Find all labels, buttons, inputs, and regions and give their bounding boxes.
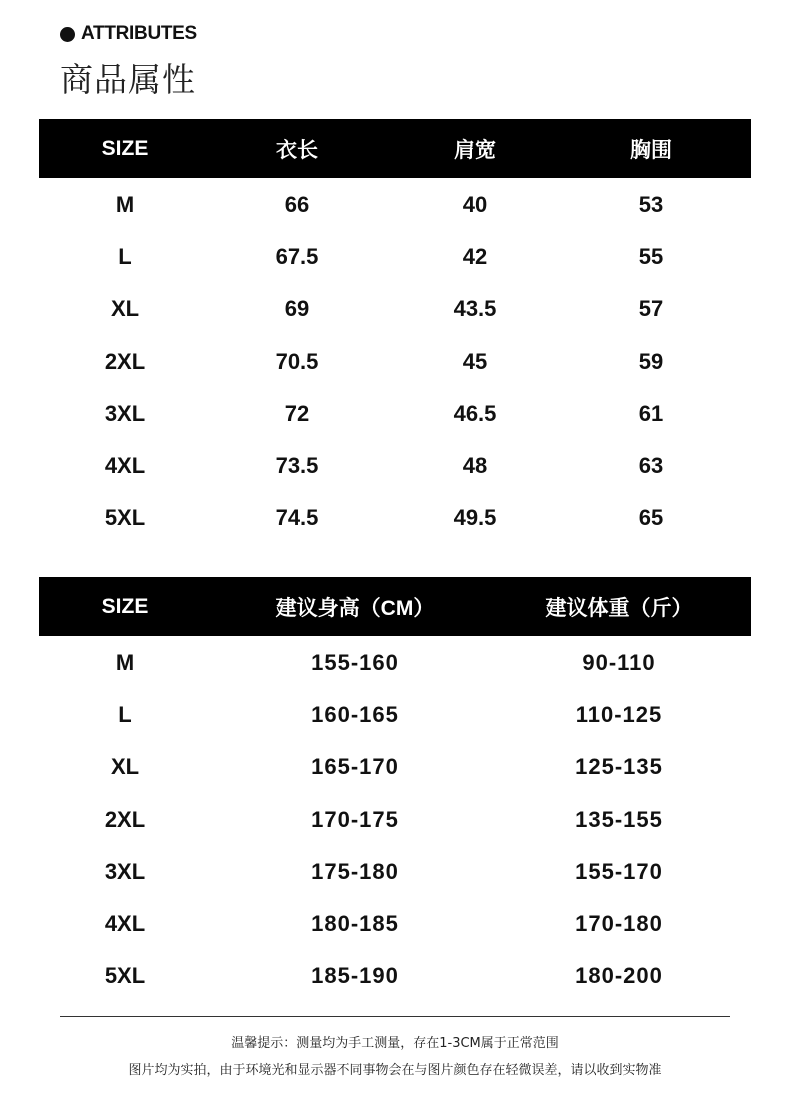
cell-size: M — [115, 192, 135, 218]
cell-length: 67.5 — [275, 244, 319, 270]
note-color: 图片均为实拍，由于环境光和显示器不同事物会在与图片颜色存在轻微误差，请以收到实物准 — [128, 1063, 662, 1078]
table-body — [39, 178, 751, 544]
cell-height: 170-175 — [311, 806, 399, 832]
cell-weight: 125-135 — [575, 754, 663, 780]
cell-size: M — [115, 650, 135, 676]
table-header — [39, 119, 751, 178]
cell-size: L — [118, 702, 132, 728]
cell-chest: 65 — [638, 505, 664, 531]
cell-height: 175-180 — [311, 858, 399, 884]
cell-shoulder: 45 — [462, 348, 488, 374]
cell-shoulder: 46.5 — [453, 400, 497, 426]
cell-size: 4XL — [104, 911, 146, 937]
cell-chest: 53 — [638, 192, 664, 218]
table-row — [39, 950, 751, 1002]
header-shoulder: 肩宽 — [454, 138, 496, 162]
cell-size: 5XL — [104, 505, 146, 531]
header-size: SIZE — [101, 594, 149, 618]
section-heading — [60, 22, 197, 101]
cell-size: 3XL — [104, 400, 146, 426]
cell-chest: 63 — [638, 453, 664, 479]
table-row — [39, 741, 751, 793]
cell-height: 180-185 — [311, 911, 399, 937]
cell-shoulder: 49.5 — [453, 505, 497, 531]
divider — [60, 1016, 730, 1017]
table-row — [39, 440, 751, 492]
cell-length: 72 — [284, 400, 310, 426]
cell-weight: 180-200 — [575, 963, 663, 989]
cell-shoulder: 42 — [462, 244, 488, 270]
cell-size: XL — [110, 296, 140, 322]
cell-weight: 90-110 — [582, 650, 656, 676]
cell-weight: 135-155 — [575, 806, 663, 832]
notes — [0, 1034, 790, 1088]
chinese-title: 商品属性 — [60, 60, 196, 99]
table-header — [39, 577, 751, 636]
cell-size: L — [118, 244, 132, 270]
bullet-dot-icon — [60, 27, 75, 42]
table-row — [39, 231, 751, 283]
table-row — [39, 794, 751, 846]
cell-length: 73.5 — [275, 453, 319, 479]
cell-length: 74.5 — [275, 505, 319, 531]
cell-chest: 59 — [638, 348, 664, 374]
cell-chest: 55 — [638, 244, 664, 270]
cell-height: 160-165 — [311, 702, 399, 728]
cell-height: 185-190 — [311, 963, 399, 989]
english-title-text: ATTRIBUTES — [81, 23, 197, 44]
table-body — [39, 636, 751, 1002]
cell-size: XL — [110, 754, 140, 780]
cell-length: 70.5 — [275, 348, 319, 374]
english-title — [60, 22, 197, 46]
cell-weight: 170-180 — [575, 911, 663, 937]
cell-weight: 110-125 — [575, 702, 663, 728]
note-measurement: 温馨提示：测量均为手工测量，存在1-3CM属于正常范围 — [231, 1036, 559, 1051]
cell-weight: 155-170 — [575, 858, 663, 884]
table-row — [39, 846, 751, 898]
header-size: SIZE — [101, 136, 149, 160]
cell-length: 69 — [284, 296, 310, 322]
table-row — [39, 283, 751, 335]
cell-height: 165-170 — [311, 754, 399, 780]
table-row — [39, 336, 751, 388]
garment-measurement-table — [39, 119, 751, 544]
header-chest: 胸围 — [630, 138, 672, 162]
header-weight: 建议体重（斤） — [545, 596, 693, 620]
header-length: 衣长 — [276, 138, 318, 162]
cell-size: 5XL — [104, 963, 146, 989]
cell-shoulder: 40 — [462, 192, 488, 218]
cell-chest: 57 — [638, 296, 664, 322]
cell-shoulder: 48 — [462, 453, 488, 479]
table-row — [39, 637, 751, 689]
table-row — [39, 492, 751, 544]
cell-chest: 61 — [638, 400, 664, 426]
cell-size: 3XL — [104, 858, 146, 884]
table-row — [39, 179, 751, 231]
cell-size: 2XL — [104, 348, 146, 374]
table-row — [39, 689, 751, 741]
cell-size: 2XL — [104, 806, 146, 832]
cell-length: 66 — [284, 192, 310, 218]
table-row — [39, 388, 751, 440]
header-height: 建议身高（CM） — [275, 596, 435, 620]
cell-shoulder: 43.5 — [453, 296, 497, 322]
cell-size: 4XL — [104, 453, 146, 479]
cell-height: 155-160 — [311, 650, 399, 676]
table-row — [39, 898, 751, 950]
size-recommendation-table — [39, 577, 751, 1002]
